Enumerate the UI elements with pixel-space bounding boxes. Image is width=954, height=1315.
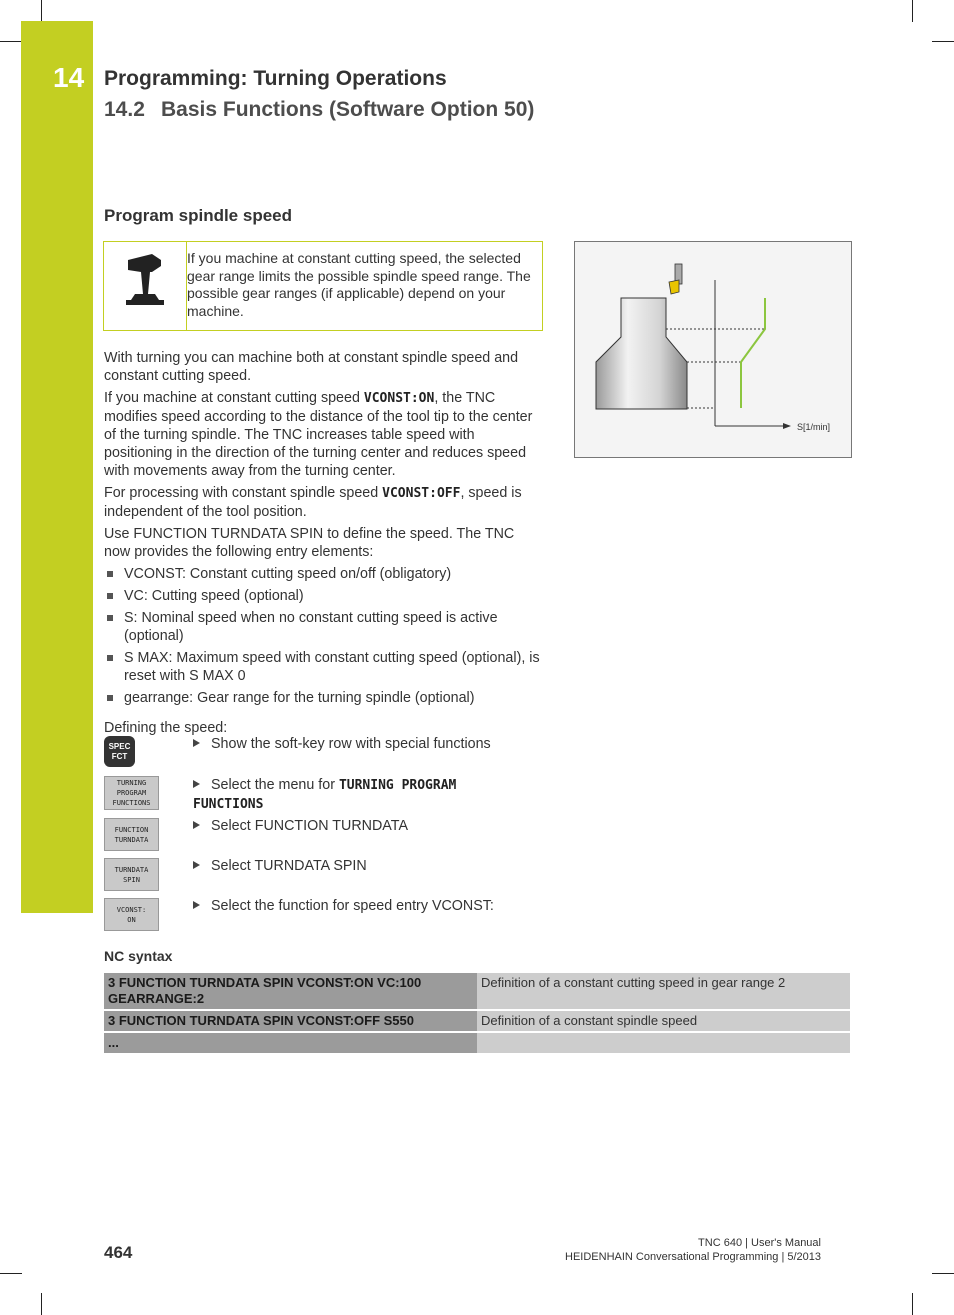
paragraph: With turning you can machine both at constant spindle speed and constant cutting speed.: [104, 350, 519, 384]
softkey-label: TURNING: [116, 779, 147, 787]
footer-line: HEIDENHAIN Conversational Programming | 5/2013: [565, 1251, 821, 1263]
list-item-text: VC: Cutting speed (optional): [124, 588, 304, 604]
spindle-speed-figure: [574, 241, 852, 458]
crop-mark: [912, 0, 913, 22]
crop-mark: [932, 1273, 954, 1274]
nc-description: [477, 1033, 850, 1053]
page-number: 464: [104, 1243, 133, 1262]
list-item: [104, 609, 544, 645]
section-heading: Program spindle speed: [104, 206, 292, 225]
crop-mark: [0, 41, 22, 42]
nc-syntax-table: [104, 971, 850, 1055]
nc-syntax-title: NC syntax: [104, 948, 173, 964]
paragraph: [104, 484, 544, 521]
table-row: [104, 1033, 850, 1053]
chapter-number: 14: [53, 62, 85, 93]
paragraph: [104, 389, 544, 480]
step-5: [193, 897, 523, 915]
axis-label: S[1/min]: [797, 422, 831, 432]
workpiece: [596, 298, 687, 409]
softkey-label: FUNCTIONS: [112, 799, 151, 807]
crop-mark: [932, 41, 954, 42]
crop-mark: [0, 1273, 22, 1274]
crop-mark: [41, 0, 42, 22]
spec-fct-key[interactable]: [104, 736, 135, 767]
body-text: [104, 349, 544, 741]
chapter-title: Programming: Turning Operations: [104, 67, 447, 90]
list-item: [104, 565, 544, 583]
paragraph: Defining the speed:: [104, 720, 228, 736]
speed-curve: [741, 298, 765, 408]
step-text: Select FUNCTION TURNDATA: [211, 818, 408, 834]
section-number: 14.2: [104, 98, 145, 121]
step-text: Select TURNDATA SPIN: [211, 858, 367, 874]
step-text: Select the function for speed entry VCONST:: [211, 898, 494, 914]
machine-note-icon: [104, 242, 186, 330]
crop-mark: [912, 1293, 913, 1315]
footer-line: TNC 640 | User's Manual: [698, 1237, 821, 1249]
footer-text: [565, 1236, 821, 1264]
note-text: If you machine at constant cutting speed, the selected gear range limits the possible spindle speed range. The possible gear ranges (if applicable) depend on your machine.: [187, 250, 531, 319]
note-icon-column: [104, 242, 187, 330]
step-text: Show the soft-key row with special functions: [211, 736, 491, 752]
list-item-text: gearrange: Gear range for the turning spindle (optional): [124, 690, 475, 706]
key-label: FCT: [111, 751, 128, 761]
table-row: [104, 973, 850, 1009]
list-item-text: VCONST: Constant cutting speed on/off (obligatory): [124, 566, 452, 582]
key-label: SPEC: [108, 741, 131, 751]
softkey-label: TURNDATA: [114, 835, 149, 844]
softkey-vconst-on[interactable]: [104, 898, 159, 931]
step-3: [193, 817, 523, 835]
softkey-label: TURNDATA: [114, 865, 149, 874]
softkey-label: ON: [127, 915, 136, 924]
text-run: If you machine at constant cutting speed: [104, 390, 364, 406]
section-title-line: [104, 98, 534, 122]
softkey-turndata-spin[interactable]: [104, 858, 159, 891]
list-item-text: S: Nominal speed when no constant cutting speed is active (optional): [124, 610, 498, 644]
turning-diagram: [575, 242, 851, 457]
list-item-text: S MAX: Maximum speed with constant cutting speed (optional), is reset with S MAX 0: [124, 650, 540, 684]
step-keyword: TURNING PROGRAM FUNCTIONS: [193, 778, 457, 812]
machine-note-box: [103, 241, 543, 331]
keyword: VCONST:ON: [363, 391, 435, 406]
softkey-function-turndata[interactable]: [104, 818, 159, 851]
list-item: [104, 689, 544, 707]
nc-code: ...: [104, 1033, 477, 1053]
softkey-label: SPIN: [123, 875, 140, 884]
nc-code: 3 FUNCTION TURNDATA SPIN VCONST:ON VC:100 GEARRANGE:2: [104, 973, 477, 1009]
keyword: VCONST:OFF: [382, 486, 461, 501]
list-item: [104, 649, 544, 685]
softkey-label: VCONST:: [116, 905, 147, 914]
step-2: [193, 776, 523, 814]
softkey-label: FUNCTION: [114, 825, 149, 834]
list-item: [104, 587, 544, 605]
step-text: Select the menu for: [211, 777, 339, 793]
nc-description: Definition of a constant spindle speed: [477, 1011, 850, 1031]
chapter-bar: [21, 21, 93, 913]
nc-code: 3 FUNCTION TURNDATA SPIN VCONST:OFF S550: [104, 1011, 477, 1031]
softkey-label: PROGRAM: [116, 789, 147, 797]
table-row: [104, 1011, 850, 1031]
paragraph: Use FUNCTION TURNDATA SPIN to define the speed. The TNC now provides the following entry elements:: [104, 526, 515, 560]
nc-description: Definition of a constant cutting speed in gear range 2: [477, 973, 850, 1009]
section-title: Basis Functions (Software Option 50): [161, 98, 535, 121]
step-1: [193, 735, 523, 753]
text-run: For processing with constant spindle speed: [104, 485, 383, 501]
crop-mark: [41, 1293, 42, 1315]
text-run: , speed is independent of the tool position.: [104, 485, 522, 520]
text-run: , the TNC modifies speed according to the distance of the tool tip to the center of the turning spindle. The TNC increases table speed with positioning in the direction of the turning center and reduces speed with movements away from the turning center.: [104, 390, 533, 479]
softkey-turning-program-functions[interactable]: [104, 776, 159, 810]
step-4: [193, 857, 523, 875]
